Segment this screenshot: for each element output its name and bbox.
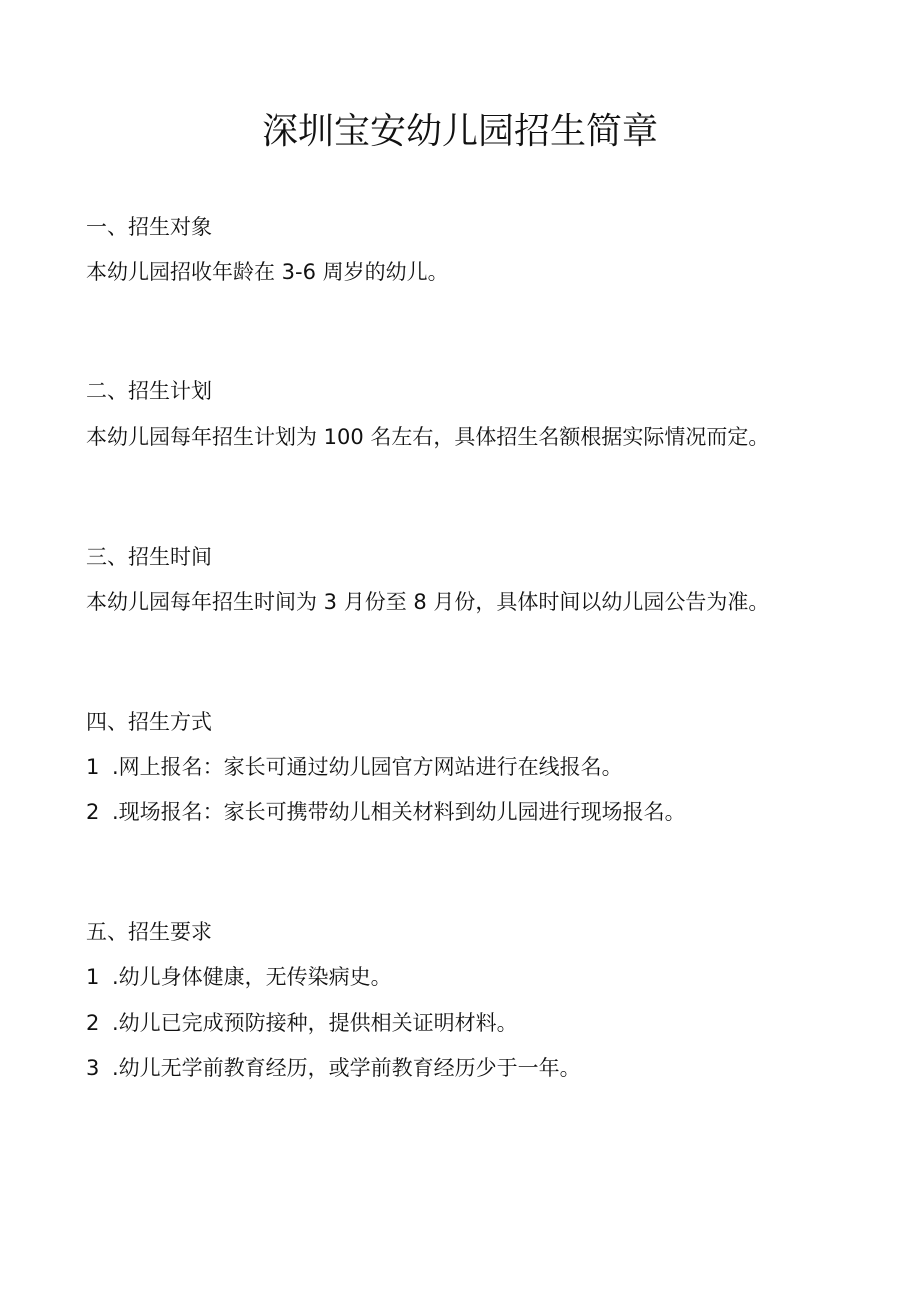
section-heading-requirements: 五、招生要求 <box>86 920 212 944</box>
list-item-text: .幼儿已完成预防接种，提供相关证明材料。 <box>112 1011 518 1035</box>
list-item <box>86 1008 518 1038</box>
list-item-number: 2 <box>86 1011 100 1035</box>
list-item-text: .现场报名：家长可携带幼儿相关材料到幼儿园进行现场报名。 <box>112 800 686 824</box>
list-item <box>86 962 392 992</box>
section-heading-time: 三、招生时间 <box>86 545 212 569</box>
list-item <box>86 752 623 782</box>
section-body-plan: 本幼儿园每年招生计划为 100 名左右，具体招生名额根据实际情况而定。 <box>86 425 770 449</box>
list-item <box>86 1053 581 1083</box>
section-heading-method: 四、招生方式 <box>86 710 212 734</box>
list-item-text: .网上报名：家长可通过幼儿园官方网站进行在线报名。 <box>112 755 623 779</box>
list-item-number: 1 <box>86 755 100 779</box>
section-heading-plan: 二、招生计划 <box>86 379 212 403</box>
section-heading-target: 一、招生对象 <box>86 215 212 239</box>
list-item-number: 3 <box>86 1056 100 1080</box>
list-item-number: 1 <box>86 965 100 989</box>
list-item-text: .幼儿身体健康，无传染病史。 <box>112 965 392 989</box>
page-title: 深圳宝安幼儿园招生简章 <box>261 111 658 152</box>
list-item-text: .幼儿无学前教育经历，或学前教育经历少于一年。 <box>112 1056 581 1080</box>
section-body-time: 本幼儿园每年招生时间为 3 月份至 8 月份，具体时间以幼儿园公告为准。 <box>86 590 770 614</box>
list-item <box>86 797 686 827</box>
list-item-number: 2 <box>86 800 100 824</box>
section-body-target: 本幼儿园招收年龄在 3-6 周岁的幼儿。 <box>86 260 449 284</box>
